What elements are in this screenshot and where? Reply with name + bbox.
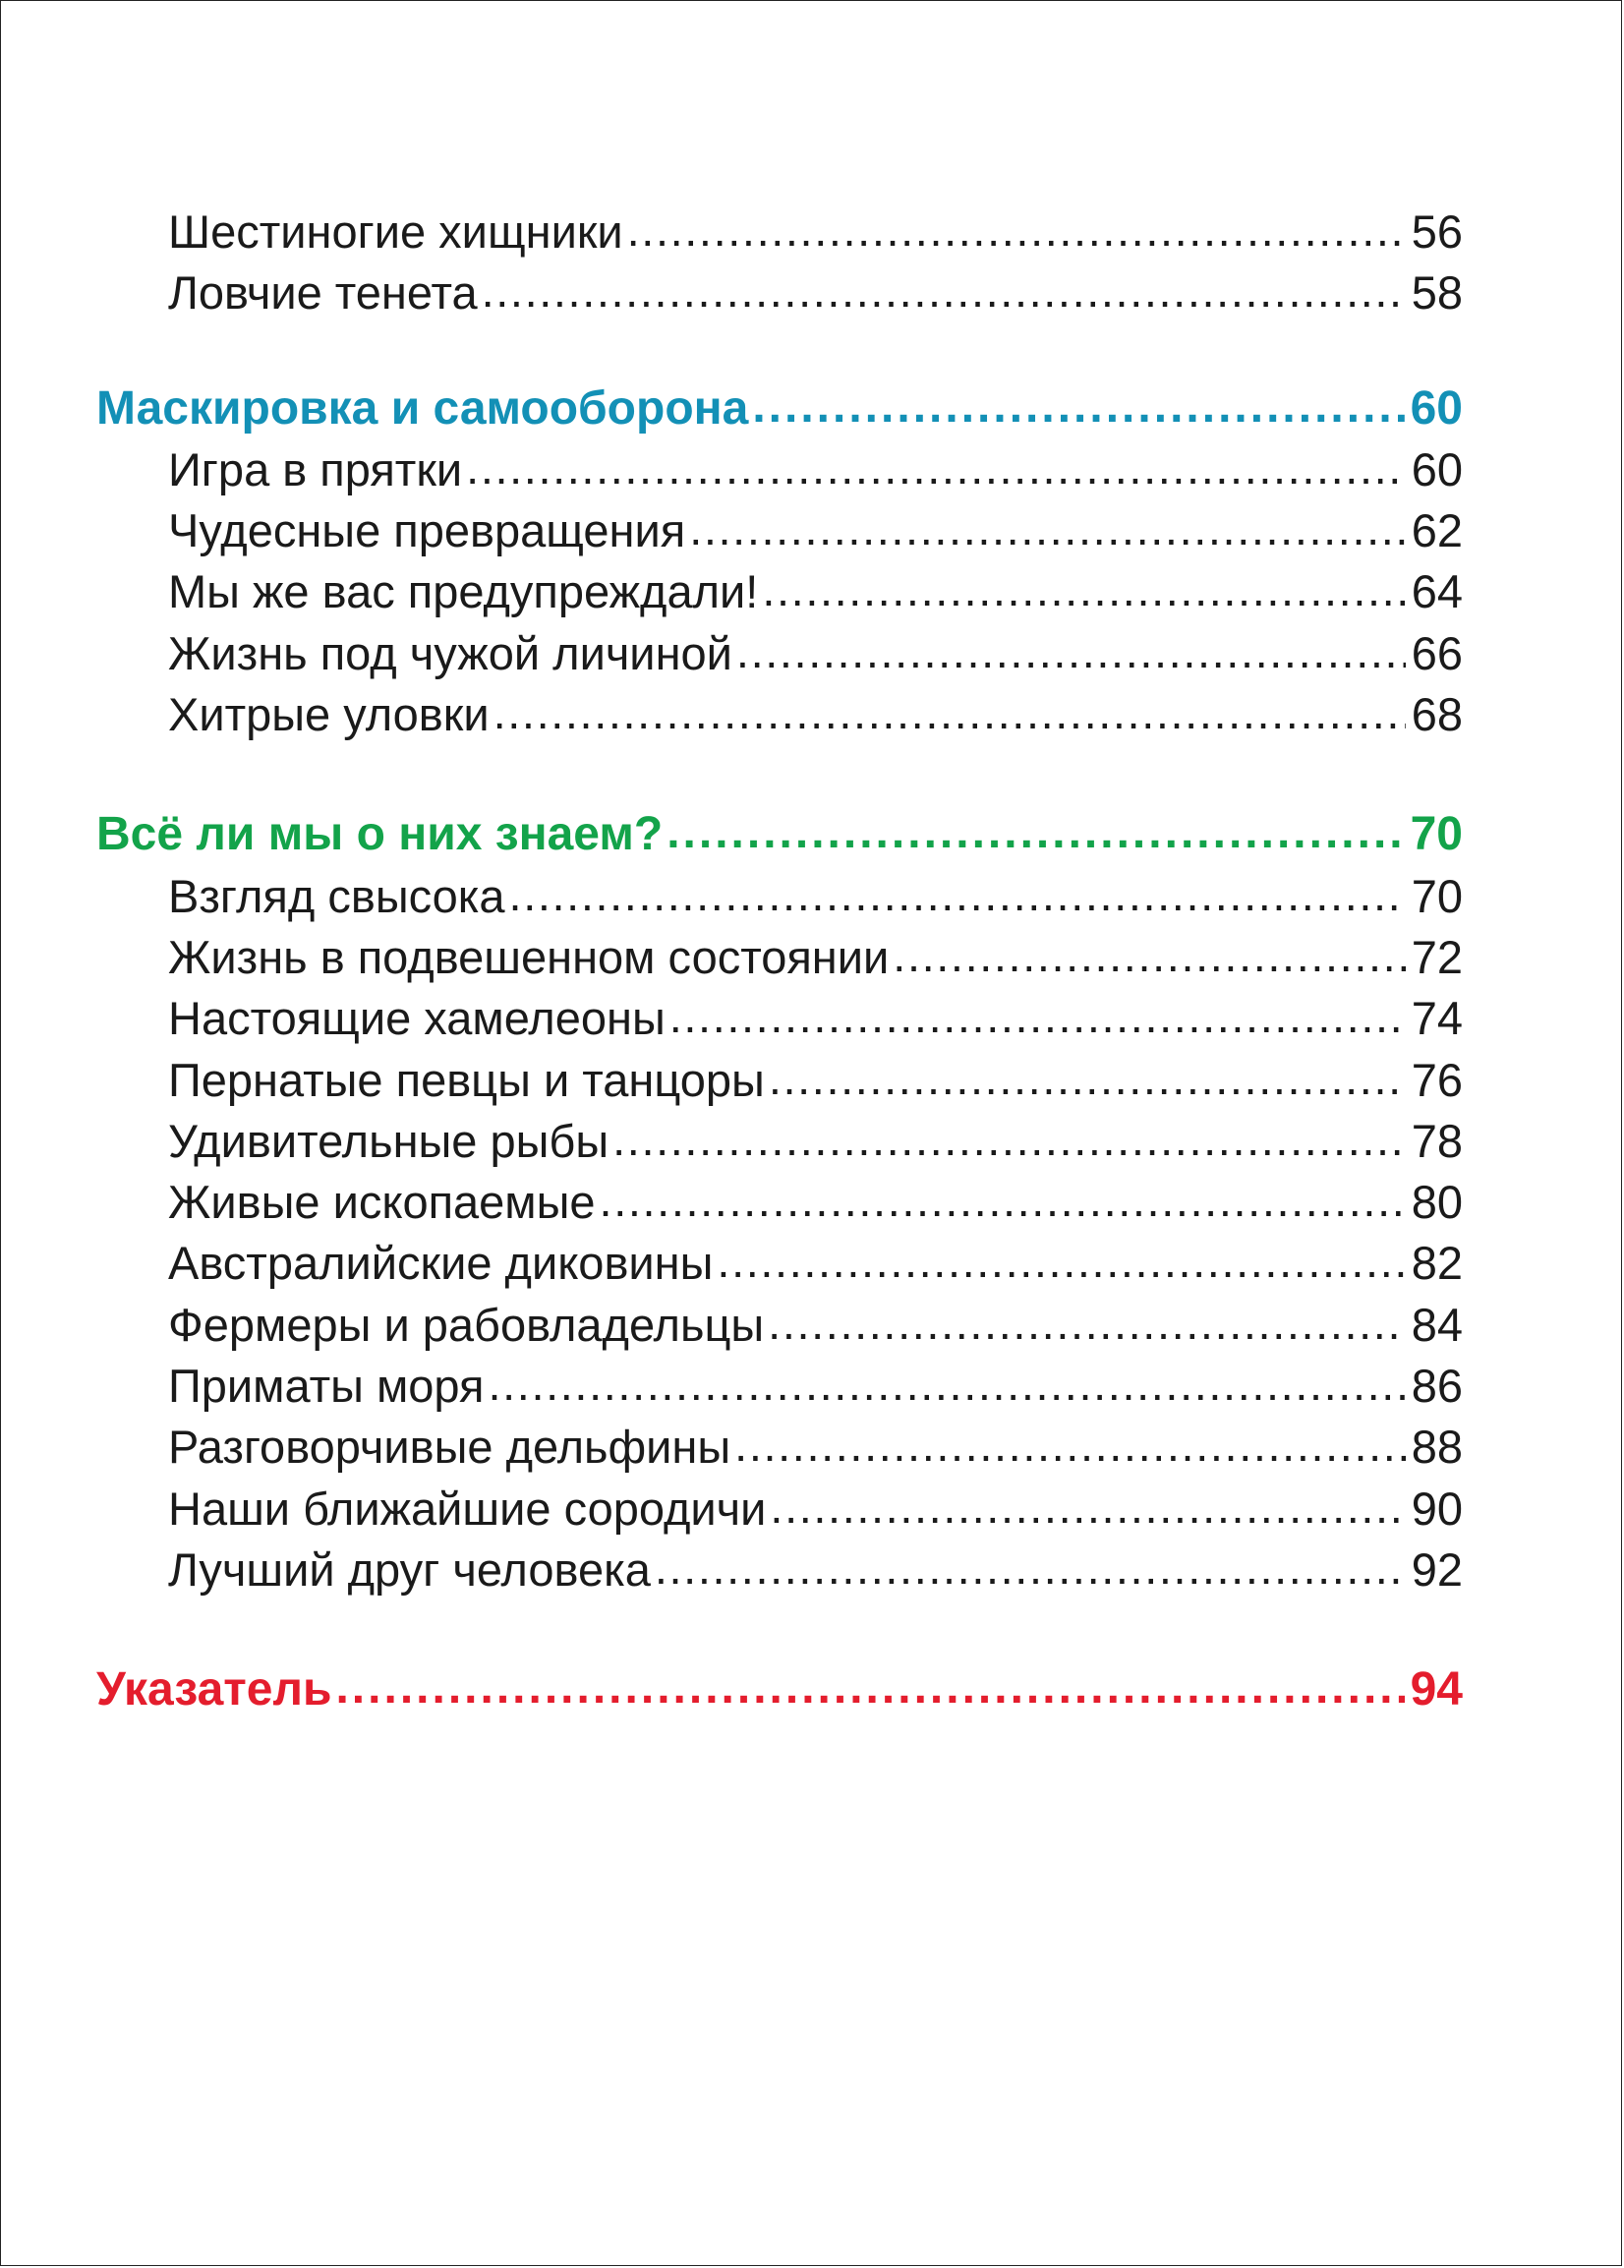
toc-section-title: Всё ли мы о них знаем? [96, 808, 664, 861]
toc-entry-title: Приматы моря [168, 1360, 485, 1413]
toc-section-title: Указатель [96, 1663, 332, 1716]
toc-entry-title: Шестиногие хищники [168, 205, 623, 258]
toc-entry-title: Жизнь под чужой личиной [168, 626, 732, 679]
toc-leader-dots [335, 1657, 1404, 1718]
toc-entry-page: 72 [1411, 930, 1463, 983]
toc-entry-page: 80 [1411, 1176, 1463, 1229]
toc-leader-dots [488, 1354, 1405, 1415]
toc-entry-page: 56 [1411, 205, 1463, 258]
toc-entry[interactable] [96, 1540, 1463, 1600]
toc-entry[interactable] [96, 1295, 1463, 1356]
toc-leader-dots [768, 1293, 1406, 1354]
toc-entry-page: 74 [1411, 992, 1463, 1045]
toc-entry[interactable] [96, 684, 1463, 745]
toc-entry-title: Игра в прятки [168, 442, 463, 495]
toc-leader-dots [669, 986, 1406, 1047]
toc-leader-dots [717, 1231, 1405, 1292]
toc-entry-page: 84 [1411, 1298, 1463, 1351]
toc-entry[interactable] [96, 1172, 1463, 1233]
toc-section-page: 94 [1410, 1663, 1463, 1716]
toc-entry-page: 82 [1411, 1237, 1463, 1290]
toc-entry-page: 86 [1411, 1360, 1463, 1413]
toc-entry-title: Пернатые певцы и танцоры [168, 1053, 765, 1106]
toc-entry[interactable] [96, 1111, 1463, 1172]
toc-entry-page: 70 [1411, 869, 1463, 922]
toc-entry-page: 62 [1411, 504, 1463, 557]
toc-entry-title: Разговорчивые дельфины [168, 1421, 731, 1474]
toc-section-camouflage[interactable] [96, 378, 1463, 439]
toc-entry-page: 76 [1411, 1053, 1463, 1106]
toc-entry-page: 60 [1411, 442, 1463, 495]
toc-entry[interactable] [96, 623, 1463, 684]
toc-entry-title: Мы же вас предупреждали! [168, 565, 759, 618]
toc-section-title: Маскировка и самооборона [96, 381, 749, 435]
toc-entry[interactable] [96, 988, 1463, 1049]
toc-leader-dots [736, 621, 1406, 682]
toc-entry-page: 78 [1411, 1114, 1463, 1167]
toc-entry-title: Настоящие хамелеоны [168, 992, 666, 1045]
toc-entry[interactable] [96, 866, 1463, 927]
toc-leader-dots [770, 1477, 1405, 1538]
toc-entry-title: Чудесные превращения [168, 504, 686, 557]
toc-entry[interactable] [96, 500, 1463, 561]
toc-leader-dots [762, 559, 1405, 620]
toc-entry-title: Взгляд свысока [168, 869, 505, 922]
toc-leader-dots [612, 1109, 1406, 1170]
toc-entry[interactable] [96, 202, 1463, 262]
toc-entry-page: 64 [1411, 565, 1463, 618]
toc-leader-dots [769, 1048, 1406, 1109]
toc-entry[interactable] [96, 1479, 1463, 1540]
toc-entry-title: Наши ближайшие сородичи [168, 1482, 767, 1535]
toc-entry-page: 92 [1411, 1542, 1463, 1596]
toc-leader-dots [509, 864, 1406, 925]
toc-entry[interactable] [96, 561, 1463, 622]
toc-leader-dots [627, 200, 1406, 261]
toc-leader-dots [734, 1415, 1406, 1476]
toc-leader-dots [752, 377, 1404, 437]
toc-section-do-we-know[interactable] [96, 804, 1463, 865]
toc-entry-title: Хитрые уловки [168, 688, 490, 741]
toc-leader-dots [482, 261, 1406, 321]
toc-entry-title: Фермеры и рабовладельцы [168, 1298, 765, 1351]
toc-entry[interactable] [96, 1417, 1463, 1478]
section-gap [96, 1600, 1463, 1659]
toc-entry-title: Удивительные рыбы [168, 1114, 609, 1167]
table-of-contents [96, 202, 1463, 1721]
toc-leader-dots [689, 498, 1406, 559]
section-gap [96, 324, 1463, 378]
toc-leader-dots [466, 437, 1406, 498]
toc-entry[interactable] [96, 1356, 1463, 1417]
toc-entry-title: Живые ископаемые [168, 1176, 596, 1229]
toc-entry-page: 88 [1411, 1421, 1463, 1474]
toc-entry[interactable] [96, 262, 1463, 323]
toc-entry-title: Ловчие тенета [168, 266, 478, 320]
toc-section-page: 60 [1410, 381, 1463, 435]
toc-leader-dots [600, 1170, 1406, 1231]
section-gap [96, 745, 1463, 804]
toc-section-page: 70 [1410, 808, 1463, 861]
toc-entry-page: 58 [1411, 266, 1463, 320]
toc-entry-page: 68 [1411, 688, 1463, 741]
toc-entry-title: Лучший друг человека [168, 1542, 651, 1596]
toc-entry[interactable] [96, 1050, 1463, 1111]
toc-leader-dots [493, 682, 1406, 743]
toc-entry-title: Жизнь в подвешенном состоянии [168, 930, 890, 983]
toc-section-index[interactable] [96, 1659, 1463, 1720]
toc-entry-page: 66 [1411, 626, 1463, 679]
toc-entry-page: 90 [1411, 1482, 1463, 1535]
toc-leader-dots [667, 802, 1404, 863]
toc-entry[interactable] [96, 927, 1463, 988]
toc-entry[interactable] [96, 439, 1463, 500]
toc-entry[interactable] [96, 1233, 1463, 1294]
toc-leader-dots [655, 1538, 1406, 1599]
toc-entry-title: Австралийские диковины [168, 1237, 714, 1290]
toc-leader-dots [893, 925, 1405, 986]
